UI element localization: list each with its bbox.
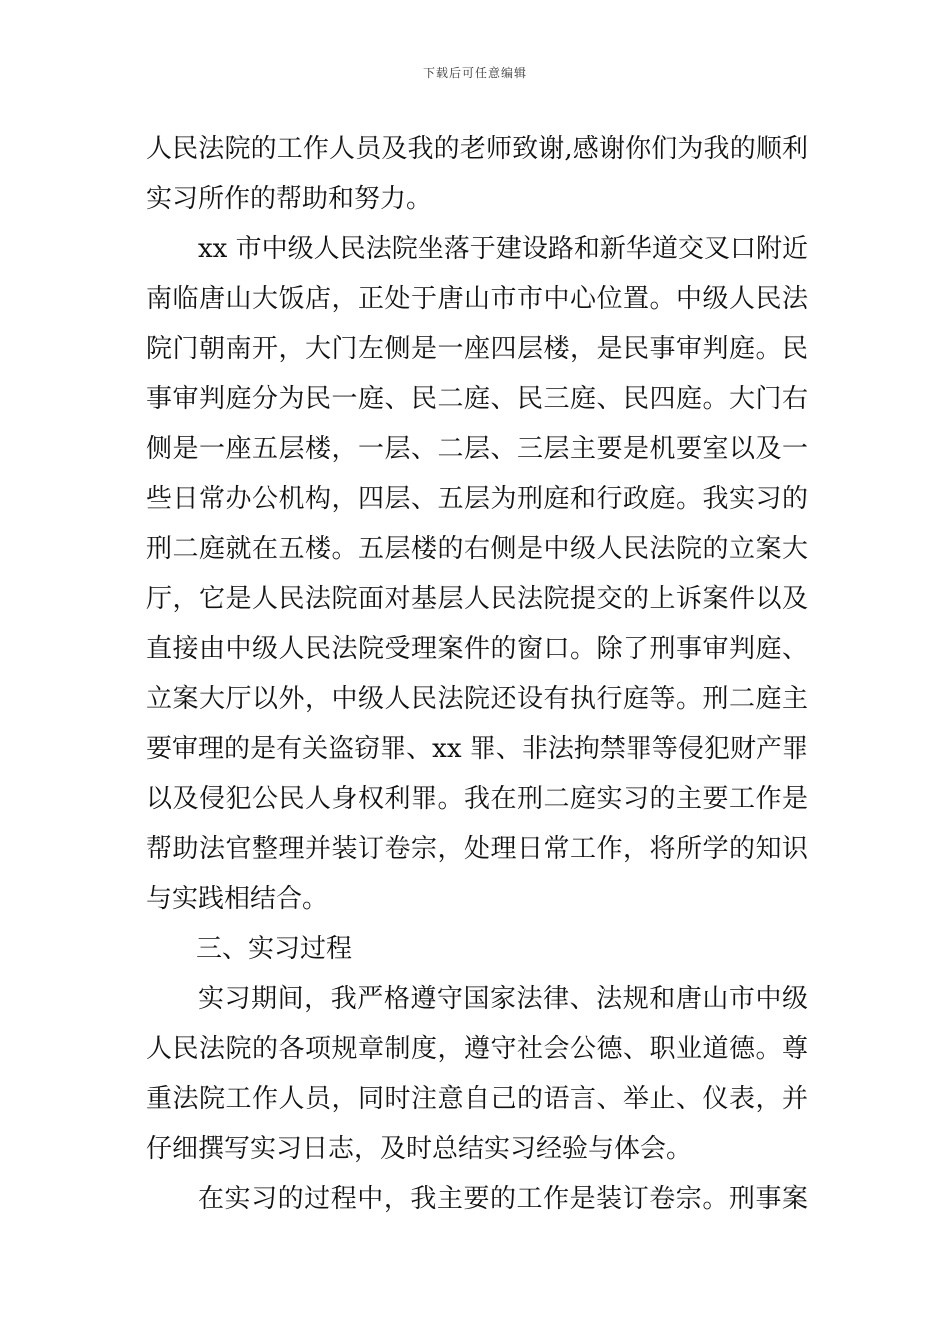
text-line: 刑二庭就在五楼。五层楼的右侧是中级人民法院的立案大 (146, 534, 808, 564)
text-line: 立案大厅以外，中级人民法院还设有执行庭等。刑二庭主 (146, 684, 808, 714)
text-line: 事审判庭分为民一庭、民二庭、民三庭、民四庭。大门右 (146, 384, 808, 414)
text-line: xx 市中级人民法院坐落于建设路和新华道交叉口附近 (198, 234, 808, 264)
text-line: 直接由中级人民法院受理案件的窗口。除了刑事审判庭、 (146, 634, 808, 664)
text-line: 实习期间，我严格遵守国家法律、法规和唐山市中级 (198, 984, 808, 1014)
text-line: 在实习的过程中，我主要的工作是装订卷宗。刑事案 (198, 1184, 808, 1214)
document-body (146, 124, 808, 1224)
text-line: 与实践相结合。 (146, 884, 329, 914)
text-line: 实习所作的帮助和努力。 (146, 184, 433, 214)
text-line: 人民法院的各项规章制度，遵守社会公德、职业道德。尊 (146, 1034, 808, 1064)
text-line: 南临唐山大饭店，正处于唐山市市中心位置。中级人民法 (146, 284, 808, 314)
text-line: 以及侵犯公民人身权利罪。我在刑二庭实习的主要工作是 (146, 784, 808, 814)
text-line: 厅，它是人民法院面对基层人民法院提交的上诉案件以及 (146, 584, 808, 614)
paragraph-conduct (146, 974, 808, 1174)
text-line: 院门朝南开，大门左侧是一座四层楼，是民事审判庭。民 (146, 334, 808, 364)
section-heading (146, 924, 808, 974)
paragraph-thanks (146, 124, 808, 224)
text-line: 仔细撰写实习日志，及时总结实习经验与体会。 (146, 1134, 693, 1164)
page-header: 下载后可任意编辑 (422, 66, 527, 80)
text-line: 人民法院的工作人员及我的老师致谢,感谢你们为我的顺利 (146, 134, 808, 164)
heading-text: 三、实习过程 (196, 934, 353, 964)
paragraph-court-description (146, 224, 808, 924)
paragraph-work (146, 1174, 808, 1224)
text-line: 重法院工作人员，同时注意自己的语言、举止、仪表，并 (146, 1084, 808, 1114)
text-line: 帮助法官整理并装订卷宗，处理日常工作，将所学的知识 (146, 834, 808, 864)
text-line: 侧是一座五层楼，一层、二层、三层主要是机要室以及一 (146, 434, 808, 464)
text-line: 些日常办公机构，四层、五层为刑庭和行政庭。我实习的 (146, 484, 808, 514)
text-line: 要审理的是有关盗窃罪、xx 罪、非法拘禁罪等侵犯财产罪 (146, 734, 808, 764)
